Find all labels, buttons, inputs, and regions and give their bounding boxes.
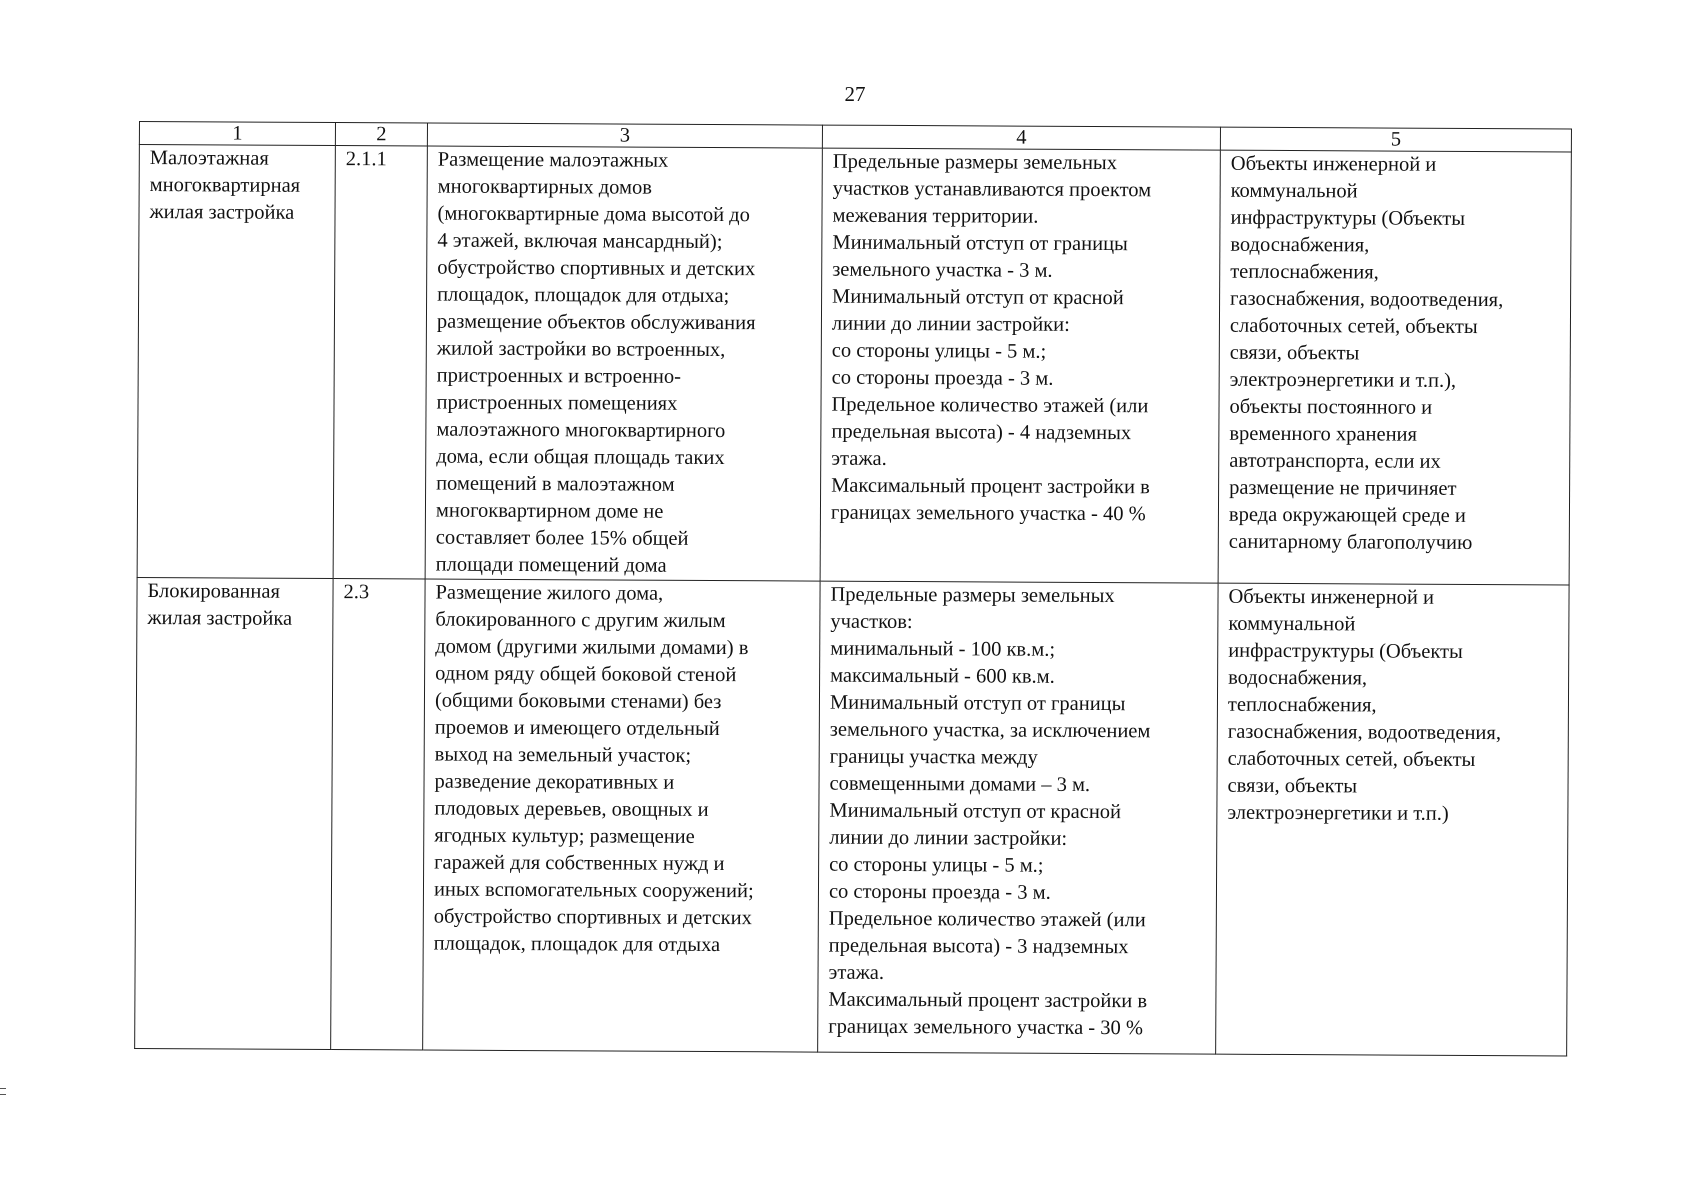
cell-text-line: проемов и имеющего отдельный — [434, 716, 720, 741]
cell-text-line: выход на земельный участок; — [434, 743, 692, 767]
zoning-table — [134, 121, 1572, 1056]
table-row — [137, 145, 1571, 585]
cell-text-line: временного хранения — [1229, 422, 1418, 446]
cell-text-line: малоэтажного многоквартирного — [436, 418, 726, 443]
cell-text-line: дома, если общая площадь таких — [436, 445, 725, 470]
cell-text-line: гаражей для собственных нужд и — [434, 851, 725, 876]
cell-text-line: границах земельного участка - 40 % — [830, 501, 1146, 526]
column-number-3: 3 — [427, 123, 822, 148]
cell-text-line: Максимальный процент застройки в — [828, 988, 1148, 1013]
cell-text-line: многоквартирная — [149, 174, 301, 197]
cell-text-line: этажа. — [831, 447, 887, 470]
cell-text-line: ягодных культур; размещение — [434, 824, 695, 848]
cell-text-line: Минимальный отступ от красной — [832, 285, 1124, 310]
cell-text-line: связи, объекты — [1227, 774, 1358, 798]
column-number-1: 1 — [139, 122, 335, 146]
cell-text-line: газоснабжения, водоотведения, — [1230, 287, 1504, 312]
land-use-name-cell — [137, 145, 335, 579]
cell-text-line: Блокированная — [147, 580, 280, 603]
permitted-objects-cell — [1218, 150, 1571, 585]
cell-text-line: пристроенных помещениях — [436, 391, 678, 415]
cell-text-line: инфраструктуры (Объекты — [1230, 206, 1466, 230]
cell-text-line: электроэнергетики и т.п.), — [1229, 368, 1457, 392]
cell-text-line: жилая застройка — [147, 607, 293, 630]
cell-text-line: плодовых деревьев, овощных и — [434, 797, 709, 821]
cell-text-line: многоквартирных домов — [437, 175, 652, 199]
cell-text-line: коммунальной — [1228, 612, 1356, 636]
cell-text-line: составляет более 15% общей — [435, 526, 689, 550]
column-number-5: 5 — [1220, 127, 1571, 152]
cell-text-line: Максимальный процент застройки в — [831, 474, 1150, 499]
parameters-cell — [820, 148, 1220, 583]
cell-text-line: границы участка между — [829, 745, 1038, 769]
cell-text-line: Размещение малоэтажных — [437, 148, 669, 172]
description-cell — [425, 146, 822, 581]
cell-text-line: Минимальный отступ от красной — [829, 799, 1122, 824]
cell-text-line: санитарному благополучию — [1228, 530, 1473, 554]
cell-text-line: обустройство спортивных и детских — [433, 905, 752, 930]
cell-text-line: линии до линии застройки: — [831, 312, 1070, 336]
cell-text-line: многоквартирном доме не — [435, 499, 664, 523]
cell-text-line: (общими боковыми стенами) без — [434, 689, 722, 714]
cell-text-line: одном ряду общей боковой стеной — [435, 662, 737, 687]
cell-text-line: со стороны улицы - 5 м.; — [831, 339, 1047, 363]
cell-text-line: объекты постоянного и — [1229, 395, 1433, 419]
cell-text-line: газоснабжения, водоотведения, — [1227, 720, 1502, 745]
cell-text-line: Размещение жилого дома, — [435, 581, 664, 605]
margin-mark — [0, 1088, 6, 1089]
cell-text-line: со стороны проезда - 3 м. — [828, 880, 1051, 904]
margin-mark — [0, 1094, 6, 1095]
cell-text-line: 4 этажей, включая мансардный); — [437, 229, 723, 254]
cell-text-line: иных вспомогательных сооружений; — [433, 878, 754, 903]
cell-text-line: со стороны улицы - 5 м.; — [829, 853, 1044, 877]
land-use-code: 2.1.1 — [345, 148, 387, 171]
cell-text-line: межевания территории. — [832, 204, 1039, 228]
cell-text-line: Предельное количество этажей (или — [828, 907, 1146, 932]
cell-text-line: размещение объектов обслуживания — [436, 310, 756, 335]
page-number: 27 — [844, 82, 866, 106]
cell-text-line: совмещенными домами – 3 м. — [829, 772, 1091, 796]
cell-text-line: разведение декоративных и — [434, 770, 675, 794]
cell-text-line: Малоэтажная — [149, 147, 269, 170]
cell-text-line: блокированного с другим жилым — [435, 608, 726, 633]
table-row — [135, 577, 1569, 1055]
cell-text-line: домом (другими жилыми домами) в — [435, 635, 749, 660]
cell-text-line: слаботочных сетей, объекты — [1227, 747, 1476, 772]
cell-text-line: участков устанавливаются проектом — [832, 177, 1152, 202]
cell-text-line: предельная высота) - 4 надземных — [831, 420, 1132, 445]
cell-text-line: линии до линии застройки: — [829, 826, 1068, 850]
land-use-name-cell — [135, 577, 333, 1049]
cell-text-line: Предельные размеры земельных — [832, 150, 1118, 175]
cell-text-line: Минимальный отступ от границы — [832, 231, 1128, 256]
land-use-code-cell — [331, 579, 425, 1050]
land-use-code-cell — [333, 146, 427, 579]
cell-text-line: предельная высота) - 3 надземных — [828, 934, 1129, 959]
cell-text-line: участков: — [830, 610, 913, 634]
cell-text-line: жилой застройки во встроенных, — [436, 337, 726, 362]
cell-text-line: обустройство спортивных и детских — [437, 256, 756, 281]
cell-text-line: Предельные размеры земельных — [830, 583, 1115, 608]
cell-text-line: площади помещений дома — [435, 553, 667, 577]
cell-text-line: вреда окружающей среде и — [1228, 503, 1466, 527]
cell-text-line: размещение не причиняет — [1229, 476, 1457, 500]
cell-text-line: (многоквартирные дома высотой до — [437, 202, 750, 227]
cell-text-line: Объекты инженерной и — [1228, 585, 1435, 609]
cell-text-line: земельного участка - 3 м. — [832, 258, 1053, 282]
cell-text-line: Минимальный отступ от границы — [829, 691, 1126, 716]
cell-text-line: слаботочных сетей, объекты — [1229, 314, 1478, 339]
cell-text-line: электроэнергетики и т.п.) — [1227, 801, 1449, 825]
cell-text-line: этажа. — [828, 961, 885, 984]
cell-text-line: минимальный - 100 кв.м.; — [830, 637, 1056, 661]
cell-text-line: Предельное количество этажей (или — [831, 393, 1149, 418]
cell-text-line: водоснабжения, — [1230, 233, 1370, 257]
description-cell — [423, 579, 820, 1052]
cell-text-line: автотранспорта, если их — [1229, 449, 1441, 473]
parameters-cell — [818, 581, 1218, 1054]
cell-text-line: со стороны проезда - 3 м. — [831, 366, 1054, 390]
cell-text-line: инфраструктуры (Объекты — [1228, 639, 1463, 663]
column-number-4: 4 — [822, 125, 1220, 150]
land-use-code: 2.3 — [343, 581, 370, 604]
cell-text-line: границах земельного участка - 30 % — [828, 1015, 1144, 1040]
cell-text-line: связи, объекты — [1229, 341, 1360, 365]
cell-text-line: площадок, площадок для отдыха; — [437, 283, 730, 308]
column-number-2: 2 — [335, 123, 427, 146]
cell-text-line: площадок, площадок для отдыха — [433, 932, 721, 957]
cell-text-line: водоснабжения, — [1228, 666, 1368, 690]
permitted-objects-cell — [1216, 583, 1569, 1056]
cell-text-line: Объекты инженерной и — [1230, 152, 1437, 176]
cell-text-line: земельного участка, за исключением — [829, 718, 1151, 743]
cell-text-line: жилая застройка — [149, 201, 295, 224]
cell-text-line: максимальный - 600 кв.м. — [830, 664, 1055, 688]
cell-text-line: теплоснабжения, — [1230, 260, 1379, 284]
cell-text-line: теплоснабжения, — [1227, 693, 1377, 717]
cell-text-line: коммунальной — [1230, 179, 1358, 203]
cell-text-line: пристроенных и встроенно- — [436, 364, 682, 388]
cell-text-line: помещений в малоэтажном — [436, 472, 675, 496]
